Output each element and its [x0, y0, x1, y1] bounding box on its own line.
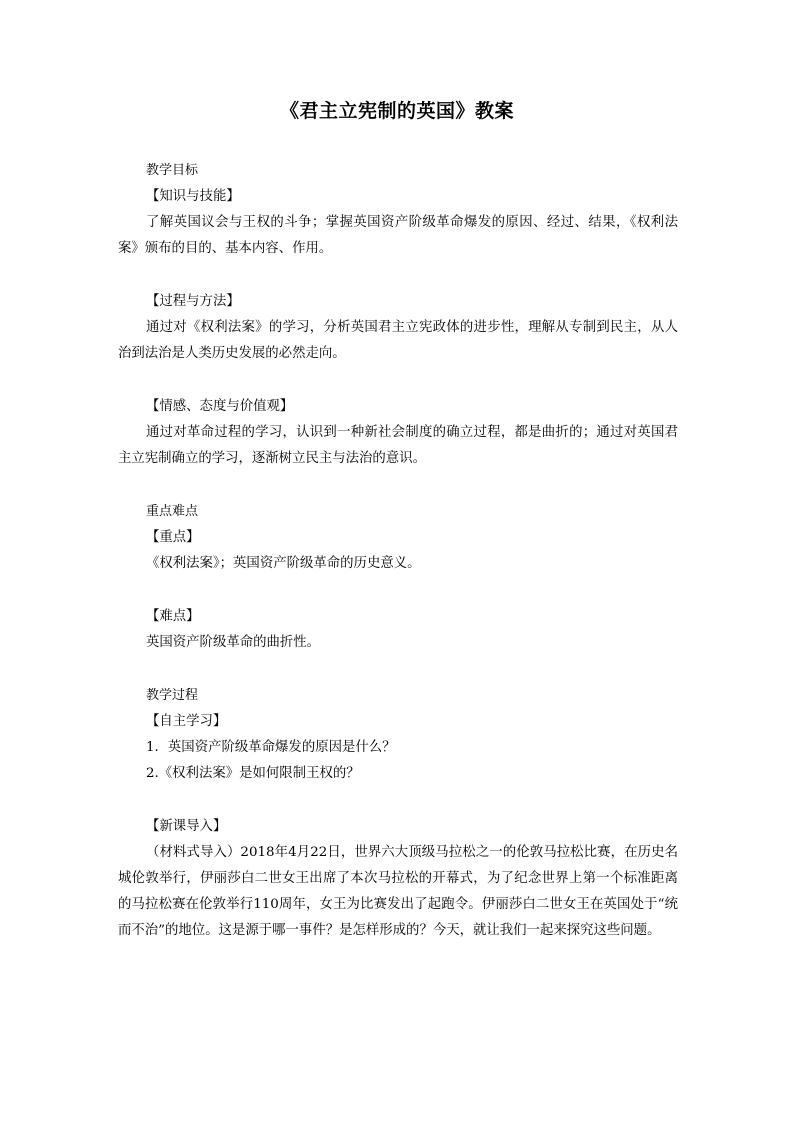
spacer — [118, 367, 678, 394]
knowledge-text: 了解英国议会与王权的斗争；掌握英国资产阶级革命爆发的原因、经过、结果，《权利法案》颁布的目的、基本内容、作用。 — [118, 215, 678, 256]
difficult-text: 英国资产阶级革命的曲折性。 — [146, 635, 321, 650]
spacer — [118, 262, 678, 289]
emotion-text: 通过对革命过程的学习，认识到一种新社会制度的确立过程，都是曲折的；通过对英国君主立宪制确立的学习，逐渐树立民主与法治的意识。 — [118, 425, 678, 466]
key-points-heading: 重点难点 — [146, 504, 199, 519]
key-text: 《权利法案》；英国资产阶级革命的历史意义。 — [146, 556, 421, 571]
objectives-heading: 教学目标 — [146, 163, 199, 178]
document-body — [118, 158, 678, 944]
spacer — [118, 656, 678, 683]
knowledge-heading: 【知识与技能】 — [146, 189, 240, 204]
process-heading: 【过程与方法】 — [146, 294, 240, 309]
teaching-process-heading: 教学过程 — [146, 688, 199, 703]
self-study-heading: 【自主学习】 — [146, 714, 227, 729]
document-title: 《君主立宪制的英国》教案 — [279, 100, 514, 122]
spacer — [118, 577, 678, 604]
emotion-heading: 【情感、态度与价值观】 — [146, 399, 294, 414]
self-study-question-1: 1．英国资产阶级革命爆发的原因是什么？ — [146, 740, 396, 755]
intro-heading: 【新课导入】 — [146, 819, 227, 834]
intro-text: （材料式导入）2018年4月22日，世界六大顶级马拉松之一的伦敦马拉松比赛，在历史名城伦敦举行，伊丽莎白二世女王出席了本次马拉松的开幕式，为了纪念世界上第一个标准距离的马拉松赛在伦敦举行110周年，女王为比赛发出了起跑令。伊丽莎白二世女王在英国处于“统而不治”的地位。这是源于哪一事件？是怎样形成的？今天，就让我们一起来探究这些问题。 — [118, 845, 678, 938]
self-study-question-2: 2.《权利法案》是如何限制王权的？ — [146, 766, 360, 781]
key-heading: 【重点】 — [146, 530, 200, 545]
spacer — [118, 472, 678, 499]
spacer — [118, 787, 678, 814]
process-text: 通过对《权利法案》的学习，分析英国君主立宪政体的进步性，理解从专制到民主，从人治到法治是人类历史发展的必然走向。 — [118, 320, 678, 361]
difficult-heading: 【难点】 — [146, 609, 200, 624]
